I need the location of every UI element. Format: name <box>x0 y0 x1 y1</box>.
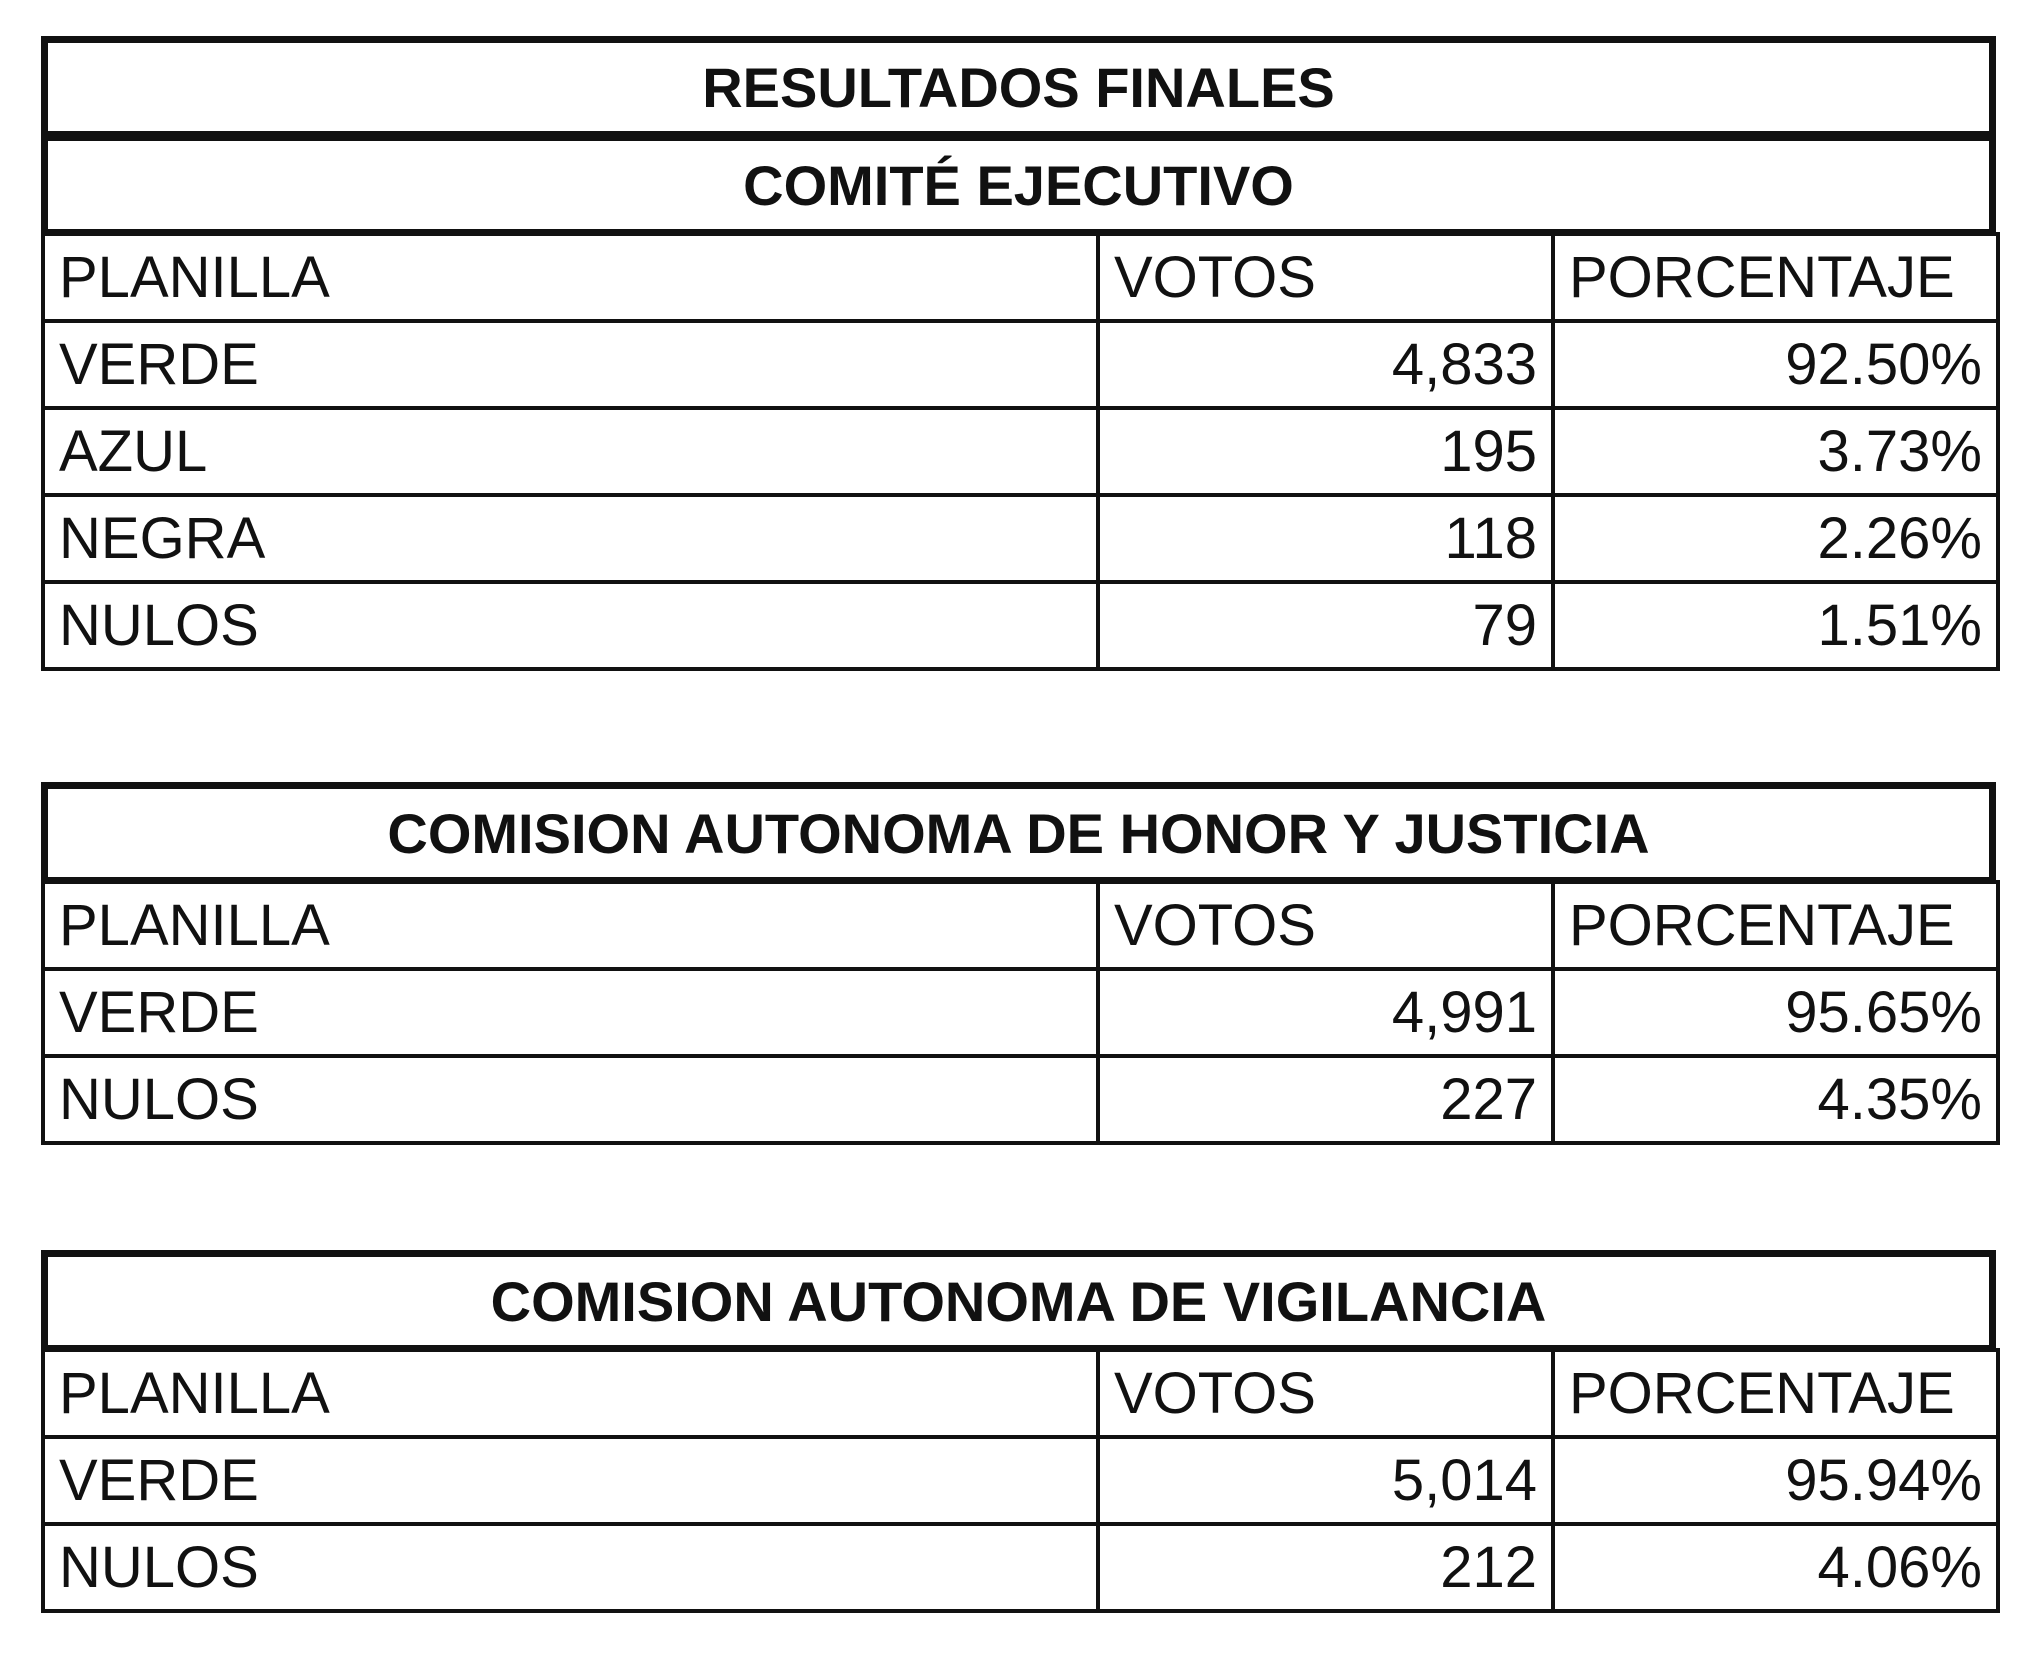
table-row <box>43 321 1998 408</box>
column-header-planilla: PLANILLA <box>43 882 1098 969</box>
column-header-porcentaje: PORCENTAJE <box>1553 882 1998 969</box>
cell-votos: 118 <box>1098 495 1553 582</box>
table-row <box>43 1056 1998 1143</box>
table-title-honor-justicia: COMISION AUTONOMA DE HONOR Y JUSTICIA <box>41 782 1996 884</box>
cell-votos: 4,991 <box>1098 969 1553 1056</box>
table-title-vigilancia: COMISION AUTONOMA DE VIGILANCIA <box>41 1250 1996 1352</box>
cell-planilla: NULOS <box>43 582 1098 669</box>
table-row <box>43 1524 1998 1611</box>
cell-porcentaje: 95.94% <box>1553 1437 1998 1524</box>
table-row <box>43 1437 1998 1524</box>
cell-porcentaje: 2.26% <box>1553 495 1998 582</box>
results-table-honor-justicia <box>41 880 2000 1145</box>
cell-planilla: NULOS <box>43 1524 1098 1611</box>
results-table-comite-ejecutivo <box>41 232 2000 671</box>
cell-porcentaje: 1.51% <box>1553 582 1998 669</box>
cell-porcentaje: 4.35% <box>1553 1056 1998 1143</box>
column-header-votos: VOTOS <box>1098 1350 1553 1437</box>
table-row <box>43 969 1998 1056</box>
cell-porcentaje: 4.06% <box>1553 1524 1998 1611</box>
cell-votos: 79 <box>1098 582 1553 669</box>
cell-planilla: VERDE <box>43 969 1098 1056</box>
cell-porcentaje: 3.73% <box>1553 408 1998 495</box>
page-title: RESULTADOS FINALES <box>41 36 1996 138</box>
cell-porcentaje: 95.65% <box>1553 969 1998 1056</box>
results-block-vigilancia <box>41 1250 1996 1613</box>
table-title-comite-ejecutivo: COMITÉ EJECUTIVO <box>41 134 1996 236</box>
cell-votos: 212 <box>1098 1524 1553 1611</box>
cell-votos: 4,833 <box>1098 321 1553 408</box>
table-header-row <box>43 1350 1998 1437</box>
column-header-planilla: PLANILLA <box>43 1350 1098 1437</box>
cell-planilla: AZUL <box>43 408 1098 495</box>
cell-planilla: VERDE <box>43 1437 1098 1524</box>
column-header-votos: VOTOS <box>1098 882 1553 969</box>
cell-planilla: NEGRA <box>43 495 1098 582</box>
cell-porcentaje: 92.50% <box>1553 321 1998 408</box>
column-header-planilla: PLANILLA <box>43 234 1098 321</box>
cell-votos: 195 <box>1098 408 1553 495</box>
table-row <box>43 408 1998 495</box>
cell-planilla: NULOS <box>43 1056 1098 1143</box>
column-header-porcentaje: PORCENTAJE <box>1553 234 1998 321</box>
table-row <box>43 582 1998 669</box>
column-header-votos: VOTOS <box>1098 234 1553 321</box>
results-block-honor-justicia <box>41 782 1996 1145</box>
column-header-porcentaje: PORCENTAJE <box>1553 1350 1998 1437</box>
table-header-row <box>43 234 1998 321</box>
results-table-vigilancia <box>41 1348 2000 1613</box>
results-block-comite-ejecutivo <box>41 36 1996 671</box>
cell-votos: 227 <box>1098 1056 1553 1143</box>
table-row <box>43 495 1998 582</box>
cell-votos: 5,014 <box>1098 1437 1553 1524</box>
cell-planilla: VERDE <box>43 321 1098 408</box>
table-header-row <box>43 882 1998 969</box>
